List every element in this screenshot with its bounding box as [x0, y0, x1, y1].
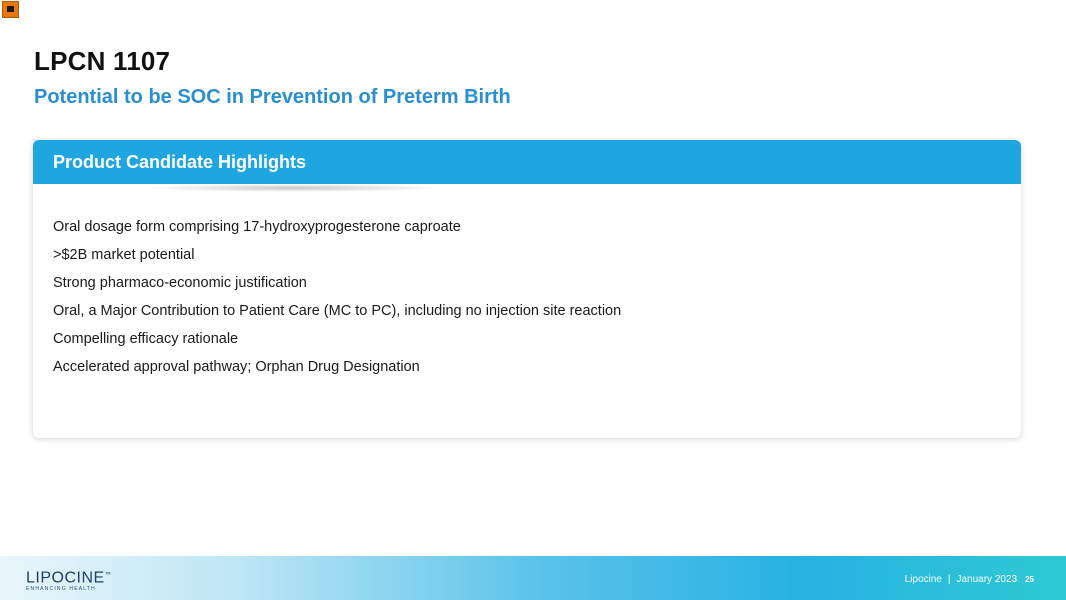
list-item: Accelerated approval pathway; Orphan Drug Designation: [53, 359, 420, 375]
list-item: Oral dosage form comprising 17-hydroxyprogesterone caproate: [53, 219, 461, 235]
highlights-card: [33, 140, 1021, 438]
footer-info: [905, 574, 1034, 585]
footer-date: January 2023: [956, 574, 1018, 585]
card-header: [33, 140, 1021, 184]
page-number: 25: [1025, 575, 1034, 584]
stop-square-icon[interactable]: [2, 1, 19, 18]
slide-title: LPCN 1107: [34, 46, 171, 76]
lipocine-logo: [26, 568, 116, 592]
logo-trademark: ™: [104, 572, 112, 578]
footer-bar: [0, 556, 1066, 600]
logo-tagline: ENHANCING HEALTH: [26, 586, 96, 593]
highlights-list: [53, 218, 621, 386]
list-item: Oral, a Major Contribution to Patient Care (MC to PC), including no injection site reaction: [53, 303, 622, 319]
header-shadow-decoration: [143, 184, 443, 192]
list-item: Compelling efficacy rationale: [53, 331, 239, 347]
slide-subtitle: Potential to be SOC in Prevention of Preterm Birth: [34, 86, 511, 108]
card-header-title: Product Candidate Highlights: [53, 152, 307, 172]
footer-company: Lipocine: [904, 574, 942, 585]
logo-wordmark: LIPOCINE: [26, 569, 105, 587]
list-item: Strong pharmaco-economic justification: [53, 275, 307, 291]
footer-separator: |: [947, 574, 951, 585]
list-item: >$2B market potential: [53, 247, 195, 263]
